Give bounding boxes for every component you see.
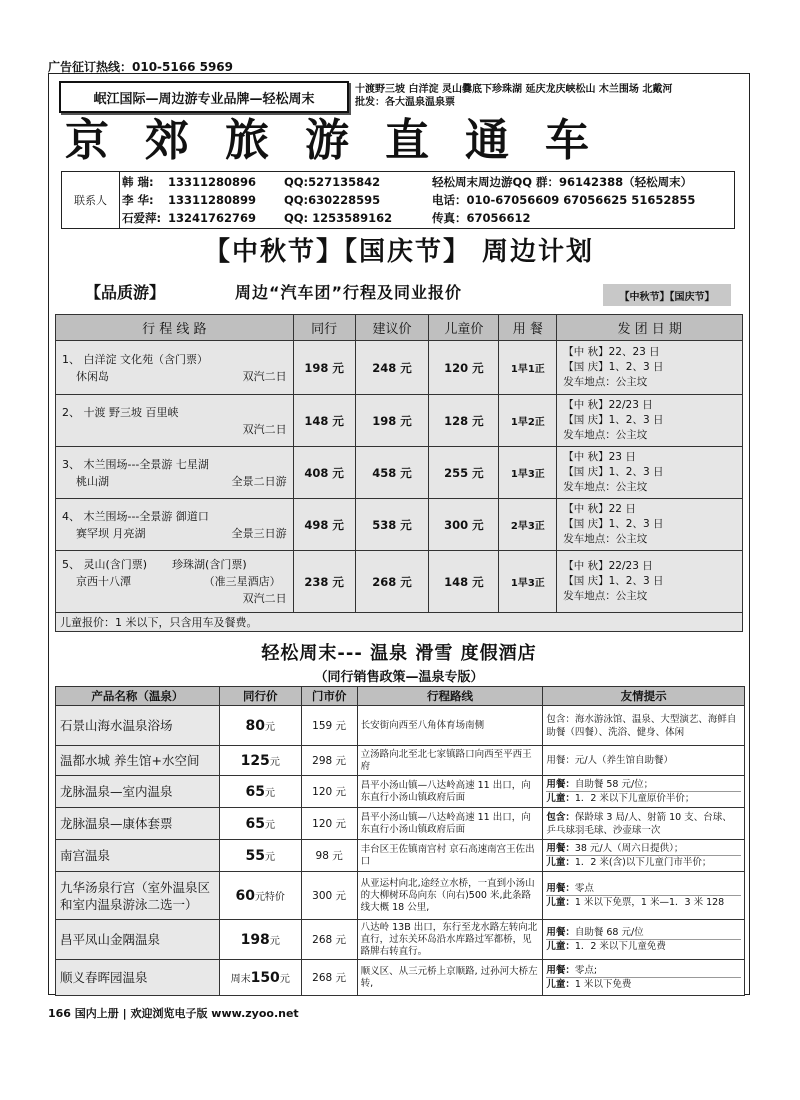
top-bar	[49, 74, 749, 116]
date-line: 发车地点：公主坟	[563, 481, 648, 493]
tip-key: 儿童：	[546, 793, 575, 804]
header-suggest: 建议价	[355, 315, 429, 341]
tip-key: 用餐：	[546, 843, 575, 854]
slogan-box: 岷江国际—周边游专业品牌—轻松周末	[59, 81, 349, 113]
contact-phone: 13241762769	[168, 211, 257, 225]
meal: 1早1正	[499, 341, 557, 395]
tip-line	[546, 842, 741, 856]
tip-line	[546, 978, 741, 991]
contact-label: 联系人	[62, 172, 120, 228]
tip-line	[546, 792, 741, 805]
peer-price	[219, 960, 301, 996]
tip-value: 1．2 米(含)以下儿童门市半价；	[574, 857, 712, 868]
date-line: 发车地点：公主坟	[563, 590, 648, 602]
product-name: 石景山海水温泉浴场	[56, 706, 220, 746]
tour-subtitle: 周边“汽车团”行程及同业报价	[235, 283, 463, 302]
peer-price	[219, 840, 301, 872]
date-line: 发车地点：公主坟	[563, 376, 648, 388]
peer-price-unit: 元	[264, 787, 275, 799]
peer-price-unit: 元	[279, 973, 290, 985]
hot-spring-subtitle: （同行销售政策—温泉专版）	[314, 670, 484, 685]
hotline: 广告征订热线：010-5166 5969	[48, 60, 234, 74]
tip-value: 38 元/人（周六日提供）；	[574, 843, 684, 854]
date-line: 【中 秋】22、23 日	[563, 346, 660, 358]
route-cell	[56, 341, 294, 395]
date-line: 【国 庆】1、2、3 日	[563, 361, 664, 373]
route-line: 全景二日游	[231, 474, 287, 488]
meal: 1早2正	[499, 395, 557, 447]
tip-value: 1．2 米以下儿童免费	[574, 941, 666, 952]
header-meal: 用 餐	[499, 315, 557, 341]
peer-price	[219, 808, 301, 840]
contact-name: 韩 瑞:	[122, 175, 154, 189]
peer-price-number: 55	[245, 847, 265, 864]
peer-price	[219, 706, 301, 746]
tour-table	[55, 314, 743, 632]
route-line: 1、 白洋淀 文化苑（含门票）	[62, 352, 208, 366]
route-line: 双汽二日	[242, 422, 287, 436]
dates-cell	[557, 447, 743, 499]
tip-line	[546, 811, 741, 837]
header-tips: 友情提示	[543, 687, 745, 706]
tip-key: 儿童：	[546, 857, 575, 868]
gate-price: 268 元	[301, 960, 357, 996]
festival-tag: 【中秋节】【国庆节】	[603, 284, 731, 306]
tip-key: 包含：	[546, 811, 575, 823]
product-name: 顺义春晖园温泉	[56, 960, 220, 996]
date-line: 【中 秋】22 日	[563, 503, 636, 515]
peer-price-unit: 元	[264, 721, 275, 733]
table-row	[56, 960, 745, 996]
destination-list	[355, 83, 745, 109]
tip-value: 零点;	[574, 965, 598, 976]
peer-price: 198 元	[293, 341, 355, 395]
dates-cell	[557, 551, 743, 613]
hot-spring-table	[55, 686, 745, 996]
table-row	[56, 872, 745, 920]
child-price: 128 元	[429, 395, 499, 447]
destinations-line-2: 批发：各大温泉温泉票	[355, 97, 455, 108]
tour-header-row	[56, 315, 743, 341]
route-line: 赛罕坝 月亮湖	[76, 526, 146, 540]
peer-price-number: 80	[245, 717, 265, 734]
tips-cell	[543, 872, 745, 920]
header-child: 儿童价	[429, 315, 499, 341]
contact-extra: 传真：67056612	[432, 211, 531, 225]
product-name: 昌平凤山金隅温泉	[56, 920, 220, 960]
dates-cell	[557, 341, 743, 395]
hot-spring-title: 轻松周末--- 温泉 滑雪 度假酒店	[261, 643, 537, 664]
peer-price-unit: 元	[269, 756, 280, 768]
date-line: 【国 庆】1、2、3 日	[563, 414, 664, 426]
contact-qq: QQ:527135842	[284, 175, 381, 189]
route-line: 珍珠湖(含门票)	[172, 558, 247, 571]
child-price: 120 元	[429, 341, 499, 395]
tip-key: 儿童：	[546, 897, 575, 908]
table-row	[56, 499, 743, 551]
route-line: 2、 十渡 野三坡 百里峡	[62, 405, 179, 419]
product-name: 龙脉温泉—室内温泉	[56, 776, 220, 808]
contact-name: 石爱萍:	[122, 211, 162, 225]
meal: 1早3正	[499, 447, 557, 499]
child-price: 148 元	[429, 551, 499, 613]
route-line: 桃山湖	[76, 474, 109, 488]
route-cell	[56, 447, 294, 499]
route-description: 立汤路向北至北七家镇路口向西至平西王府	[357, 746, 543, 776]
destinations-line-1: 十渡野三坡 白洋淀 灵山爨底下珍珠湖 延庆龙庆峡松山 木兰围场 北戴河	[355, 84, 673, 95]
date-line: 【国 庆】1、2、3 日	[563, 518, 664, 530]
child-price-note: 儿童报价：1 米以下，只含用车及餐费。	[56, 613, 743, 632]
header-gate: 门市价	[301, 687, 357, 706]
tips-cell	[543, 776, 745, 808]
peer-price	[219, 872, 301, 920]
dates-cell	[557, 395, 743, 447]
tip-line	[546, 856, 741, 869]
contact-phone: 13311280896	[168, 175, 257, 189]
table-row	[56, 706, 745, 746]
meal: 1早3正	[499, 551, 557, 613]
contact-box	[61, 171, 735, 229]
route-cell	[56, 499, 294, 551]
festival-title: 【中秋节】【国庆节】 周边计划	[203, 237, 595, 267]
product-name: 南宫温泉	[56, 840, 220, 872]
route-line: 双汽二日	[242, 369, 287, 383]
tip-line	[546, 964, 741, 978]
gate-price: 298 元	[301, 746, 357, 776]
date-line: 【国 庆】1、2、3 日	[563, 466, 664, 478]
peer-price-number: 65	[245, 783, 265, 800]
route-description: 昌平小汤山镇—八达岭高速 11 出口，向东直行小汤山镇政府后面	[357, 776, 543, 808]
table-row	[56, 341, 743, 395]
tip-value: 零点	[574, 883, 594, 894]
route-line: 京西十八潭	[76, 575, 131, 588]
gate-price: 159 元	[301, 706, 357, 746]
header-product: 产品名称（温泉）	[56, 687, 220, 706]
tip-key: 用餐：	[546, 883, 575, 894]
tip-line	[546, 778, 741, 792]
tip-line	[546, 940, 741, 953]
peer-price-unit: 元	[269, 935, 280, 947]
tip-line	[546, 926, 741, 940]
peer-price: 148 元	[293, 395, 355, 447]
date-line: 发车地点：公主坟	[563, 429, 648, 441]
peer-price-number: 65	[245, 815, 265, 832]
meal: 2早3正	[499, 499, 557, 551]
suggest-price: 458 元	[355, 447, 429, 499]
table-row	[56, 447, 743, 499]
gate-price: 120 元	[301, 808, 357, 840]
route-description: 丰台区王佐镇南宫村 京石高速南宫王佐出口	[357, 840, 543, 872]
table-row	[56, 551, 743, 613]
peer-price-prefix: 周末	[230, 973, 251, 985]
route-cell	[56, 551, 294, 613]
peer-price-number: 60	[235, 887, 255, 904]
header-route: 行 程 线 路	[56, 315, 294, 341]
contact-name: 李 华:	[122, 193, 154, 207]
header-dates: 发 团 日 期	[557, 315, 743, 341]
tip-value: 1 米以下免票，1 米—1．3 米 128	[574, 897, 725, 908]
child-price: 300 元	[429, 499, 499, 551]
tips-cell	[543, 746, 745, 776]
peer-price-unit: 元特价	[254, 891, 285, 903]
peer-price	[219, 776, 301, 808]
table-row	[56, 840, 745, 872]
contact-extra: 轻松周末周边游QQ 群：96142388（轻松周末）	[432, 175, 693, 189]
table-row	[56, 920, 745, 960]
route-line: 双汽二日	[242, 592, 287, 605]
page-title: 京郊旅游直通车	[65, 115, 625, 166]
peer-price: 408 元	[293, 447, 355, 499]
contact-qq: QQ:630228595	[284, 193, 381, 207]
tips-cell	[543, 706, 745, 746]
header-peer: 同行	[293, 315, 355, 341]
tip-line	[546, 882, 741, 896]
contact-extra: 电话：010-67056609 67056625 51652855	[432, 193, 696, 207]
tip-value: 1 米以下免费	[574, 979, 632, 990]
contact-qq: QQ: 1253589162	[284, 211, 393, 225]
route-line: 4、 木兰围场---全景游 御道口	[62, 509, 209, 523]
peer-price: 238 元	[293, 551, 355, 613]
tip-key: 儿童：	[546, 979, 575, 990]
tip-value: 保龄球 3 局/人、射箭 10 支、台球、乒乓球羽毛球、沙壶球一次	[546, 811, 732, 836]
tip-line	[546, 896, 741, 909]
tip-value: 自助餐 68 元/位	[574, 927, 644, 938]
route-line: （准三星酒店）	[203, 575, 281, 588]
gate-price: 98 元	[301, 840, 357, 872]
tip-value: 用餐：元/人（养生馆自助餐）	[546, 755, 674, 766]
peer-price-number: 198	[240, 931, 270, 948]
gate-price: 268 元	[301, 920, 357, 960]
tip-key: 用餐：	[546, 927, 575, 938]
table-row	[56, 808, 745, 840]
header-route: 行程路线	[357, 687, 543, 706]
route-line: 全景三日游	[231, 526, 287, 540]
table-row	[56, 776, 745, 808]
date-line: 发车地点：公主坟	[563, 533, 648, 545]
route-line: 休闲岛	[76, 369, 109, 383]
tip-value: 包含：海水游泳馆、温泉、大型演艺、海鲜自助餐（四餐）、洗浴、健身、体闲	[546, 713, 737, 738]
route-line: 3、 木兰围场---全景游 七星湖	[62, 457, 209, 471]
date-line: 【中 秋】22/23 日	[563, 560, 653, 572]
date-line: 【国 庆】1、2、3 日	[563, 575, 664, 587]
date-line: 【中 秋】22/23 日	[563, 399, 653, 411]
suggest-price: 268 元	[355, 551, 429, 613]
child-price: 255 元	[429, 447, 499, 499]
footer: 166 国内上册 | 欢迎浏览电子版 www.zyoo.net	[48, 1007, 299, 1020]
tip-value: 1．2 米以下儿童原价半价；	[574, 793, 695, 804]
route-description: 长安街向西至八角体育场南侧	[357, 706, 543, 746]
peer-price-unit: 元	[264, 851, 275, 863]
peer-price-number: 125	[240, 752, 270, 769]
tips-cell	[543, 920, 745, 960]
date-line: 【中 秋】23 日	[563, 451, 636, 463]
tip-value: 自助餐 58 元/位；	[574, 779, 654, 790]
tip-line	[546, 713, 741, 739]
product-name: 九华汤泉行宫（室外温泉区和室内温泉游泳二选一）	[56, 872, 220, 920]
route-line: 5、 灵山(含门票)	[62, 558, 148, 571]
brochure-frame	[48, 73, 750, 995]
tip-key: 用餐：	[546, 779, 575, 790]
quality-tour-label: 【品质游】	[85, 283, 166, 302]
peer-price-number: 150	[250, 969, 280, 986]
contact-phone: 13311280899	[168, 193, 257, 207]
route-description: 从亚运村向北,途经立水桥，一直到小汤山的大柳树环岛向东（向右)500 米,此条路线大概 18 公里,	[357, 872, 543, 920]
suggest-price: 248 元	[355, 341, 429, 395]
table-row	[56, 746, 745, 776]
product-name: 温都水城 养生馆+水空间	[56, 746, 220, 776]
peer-price	[219, 920, 301, 960]
dates-cell	[557, 499, 743, 551]
gate-price: 300 元	[301, 872, 357, 920]
gate-price: 120 元	[301, 776, 357, 808]
product-name: 龙脉温泉—康体套票	[56, 808, 220, 840]
tip-key: 用餐：	[546, 965, 575, 976]
route-description: 昌平小汤山镇—八达岭高速 11 出口，向东直行小汤山镇政府后面	[357, 808, 543, 840]
header-peer: 同行价	[219, 687, 301, 706]
suggest-price: 198 元	[355, 395, 429, 447]
tips-cell	[543, 808, 745, 840]
tips-cell	[543, 960, 745, 996]
route-cell	[56, 395, 294, 447]
spring-header-row	[56, 687, 745, 706]
tips-cell	[543, 840, 745, 872]
peer-price-unit: 元	[264, 819, 275, 831]
peer-price	[219, 746, 301, 776]
peer-price: 498 元	[293, 499, 355, 551]
tip-line	[546, 754, 741, 767]
route-description: 八达岭 13B 出口，东行至龙水路左转向北直行，过东关环岛沿水库路过军都桥，见路牌右转直行。	[357, 920, 543, 960]
route-description: 顺义区、从三元桥上京顺路, 过孙河大桥左转,	[357, 960, 543, 996]
tip-key: 儿童：	[546, 941, 575, 952]
table-row	[56, 395, 743, 447]
suggest-price: 538 元	[355, 499, 429, 551]
